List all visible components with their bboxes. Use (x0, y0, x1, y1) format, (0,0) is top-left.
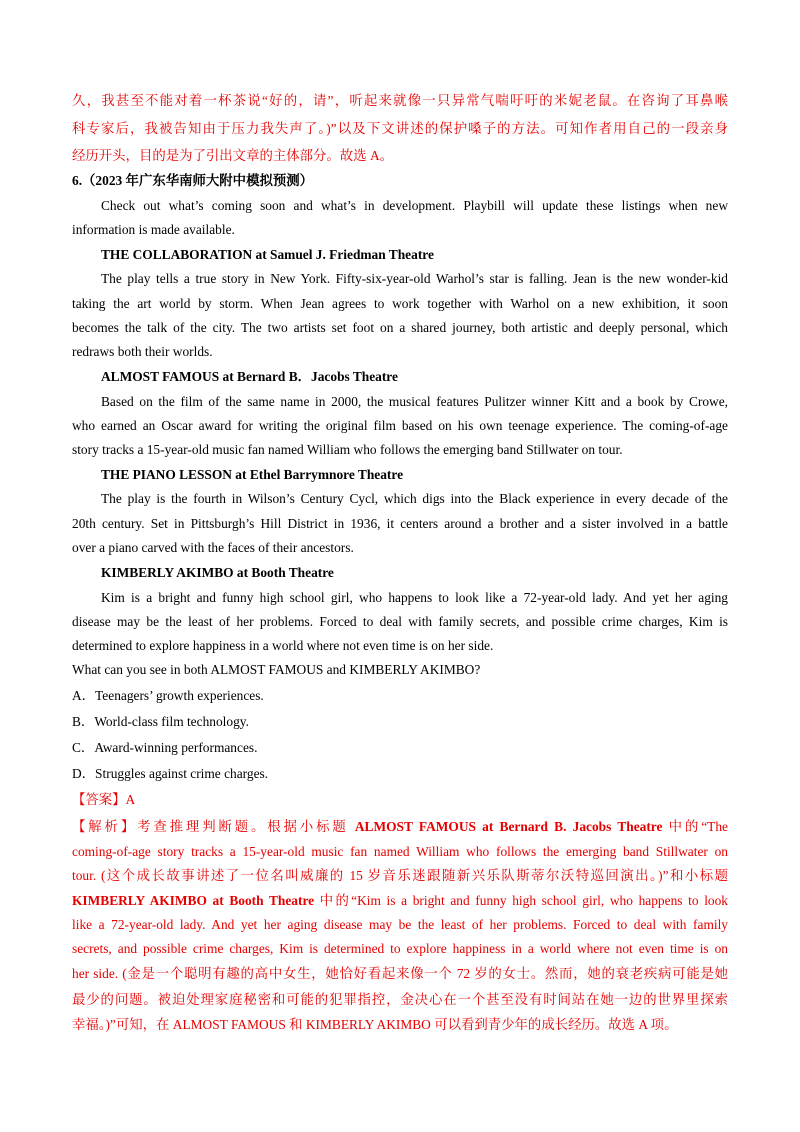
analysis-line-7: her side. (金是一个聪明有趣的高中女生，她恰好看起来像一个 72 岁的女士。然而，她的衰老疾病可能是她 (72, 966, 728, 981)
intro-line-1: Check out what’s coming soon and what’s in development. Playbill will update these listings when new (101, 198, 728, 213)
prev-explanation-line-1: 久，我甚至不能对着一杯茶说“好的，请”，听起来就像一只异常气喘吁吁的米妮老鼠。在咨询了耳鼻喉 (72, 93, 728, 108)
section-text-line: redraws both their worlds. (72, 344, 213, 359)
analysis-line-9: 幸福。)”可知，在 ALMOST FAMOUS 和 KIMBERLY AKIMBO 可以看到青少年的成长经历。故选 A 项。 (72, 1017, 678, 1032)
analysis-line-6: secrets, and possible crime charges, Kim is determined to explore happiness in a world where not even time is on (72, 941, 728, 956)
section-text-line: story tracks a 15-year-old music fan named William who follows the emerging band Stillwater on tour. (72, 442, 623, 457)
analysis-line-3: tour. (这个成长故事讲述了一位名叫威廉的 15 岁音乐迷跟随新兴乐队斯蒂尔沃特巡回演出。)”和小标题 (72, 868, 728, 883)
section-title-collaboration: THE COLLABORATION at Samuel J. Friedman Theatre (101, 247, 434, 262)
question-heading: 6.（2023 年广东华南师大附中模拟预测） (72, 173, 314, 188)
option-c: C．Award-winning performances. (72, 740, 258, 755)
intro-line-2: information is made available. (72, 222, 235, 237)
section-text-line: The play is the fourth in Wilson’s Century Cycl, which digs into the Black experience in every decade of the (101, 491, 728, 506)
section-text-line: over a piano carved with the faces of their ancestors. (72, 540, 354, 555)
analysis-line-2: coming-of-age story tracks a 15-year-old music fan named William who follows the emerging band Stillwater on (72, 844, 728, 859)
section-text-line: disease may be the least of her problems. Forced to deal with family secrets, and possible crime charges, Kim is (72, 614, 728, 629)
analysis-bold-title: KIMBERLY AKIMBO at Booth Theatre (72, 893, 315, 908)
section-text-line: The play tells a true story in New York. Fifty-six-year-old Warhol’s star is falling. Jean is the new wonder-kid (101, 271, 728, 286)
section-text-line: taking the art world by storm. When Jean agrees to work together with Warhol on a new exhibition, it soon (72, 296, 728, 311)
section-title-piano-lesson: THE PIANO LESSON at Ethel Barrymnore Theatre (101, 467, 404, 482)
section-text-line: Based on the film of the same name in 2000, the musical features Pulitzer winner Kitt and a book by Crowe, (101, 394, 728, 409)
answer-label: 【答案】A (72, 792, 136, 807)
section-text-line: determined to explore happiness in a world where not even time is on her side. (72, 638, 494, 653)
analysis-line-4: KIMBERLY AKIMBO at Booth Theatre 中的“Kim is a bright and funny high school girl, who happens to look (72, 893, 729, 908)
analysis-line-1: 【解析】考查推理判断题。根据小标题 ALMOST FAMOUS at Bernard B. Jacobs Theatre 中的“The (72, 819, 728, 834)
prev-explanation-line-2: 科专家后，我被告知由于压力我失声了。)”以及下文讲述的保护嗓子的方法。可知作者用自己的一段亲身 (72, 121, 728, 136)
option-a: A．Teenagers’ growth experiences. (72, 688, 264, 703)
option-d: D．Struggles against crime charges. (72, 766, 269, 781)
section-text-line: who earned an Oscar award for writing the original film based on his own teenage experience. The coming-of-age (72, 418, 728, 433)
section-text-line: Kim is a bright and funny high school girl, who happens to look like a 72-year-old lady. And yet her aging (101, 590, 728, 605)
section-text-line: 20th century. Set in Pittsburgh’s Hill District in 1936, it centers around a brother and a sister involved in a battle (72, 516, 728, 531)
section-title-almost-famous: ALMOST FAMOUS at Bernard B．Jacobs Theatre (101, 369, 398, 384)
prev-explanation-line-3: 经历开头，目的是为了引出文章的主体部分。故选 A。 (72, 148, 394, 163)
section-text-line: becomes the talk of the city. The two artists set foot on a shared journey, both artistic and deeply personal, which (72, 320, 728, 335)
analysis-line-8: 最少的问题。被迫处理家庭秘密和可能的犯罪指控，金决心在一个甚至没有时间站在她一边的世界里探索 (72, 992, 728, 1007)
option-b: B．World-class film technology. (72, 714, 249, 729)
question-stem: What can you see in both ALMOST FAMOUS and KIMBERLY AKIMBO? (72, 662, 481, 677)
analysis-line-5: like a 72-year-old lady. And yet her aging disease may be the least of her problems. Forced to deal with family (72, 917, 728, 932)
section-title-kimberly-akimbo: KIMBERLY AKIMBO at Booth Theatre (101, 565, 334, 580)
analysis-bold-title: ALMOST FAMOUS at Bernard B. Jacobs Theatre (354, 819, 663, 834)
